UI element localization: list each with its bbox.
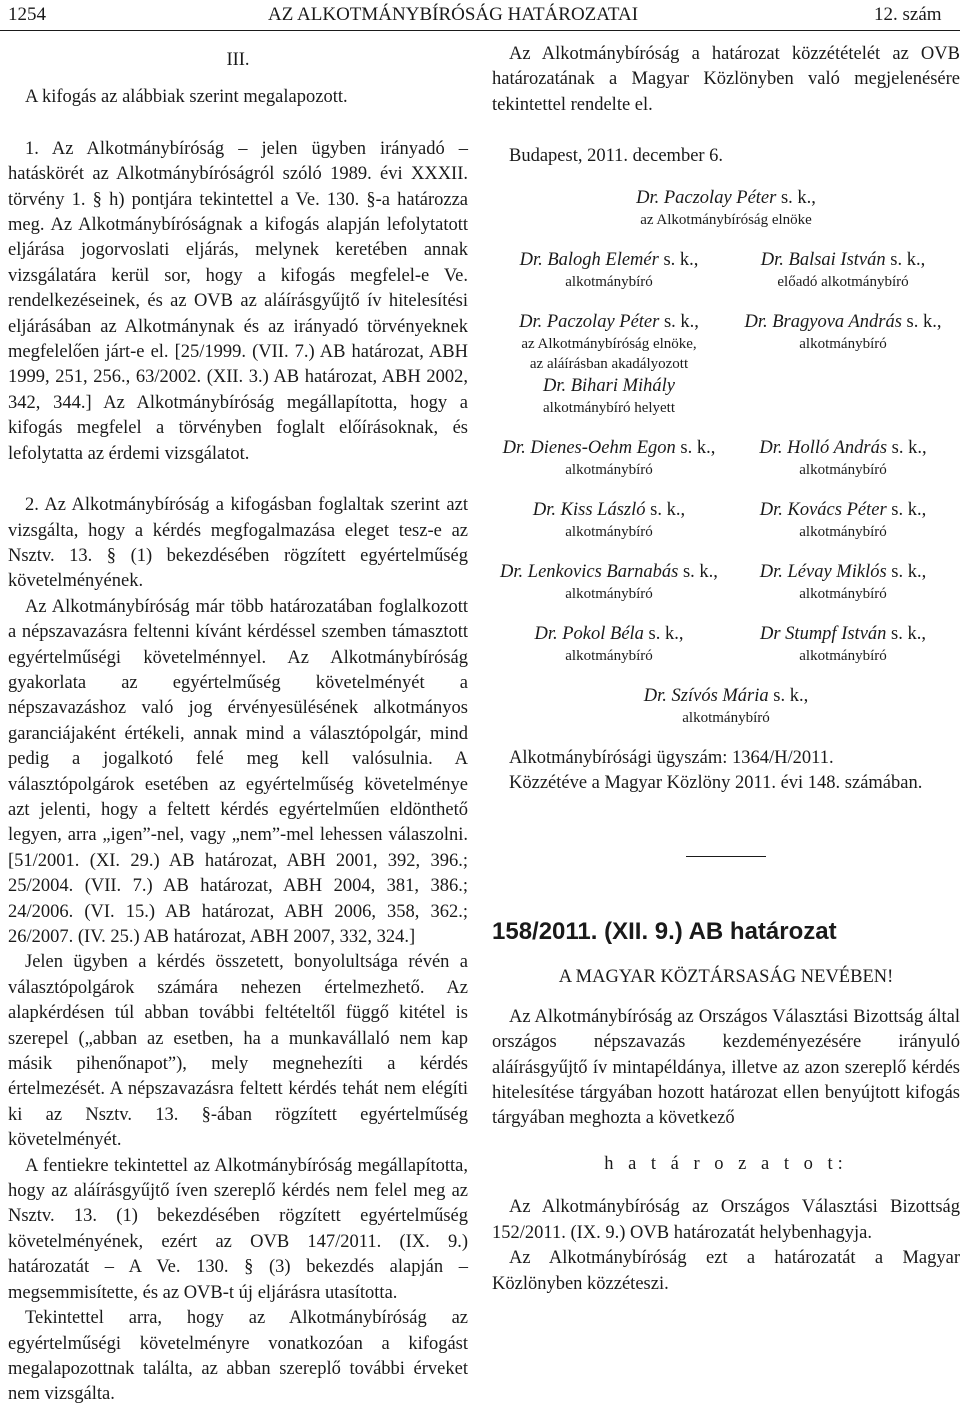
case-number: Alkotmánybírósági ügyszám: 1364/H/2011. [509, 747, 834, 768]
page-number: 1254 [8, 4, 46, 25]
ruling-paragraph: Az Alkotmánybíróság az Országos Választási Bizottság 152/2011. (IX. 9.) OVB határozatát helybenhagyja. [492, 1197, 960, 1243]
signatory-role: alkotmánybíró [799, 461, 887, 478]
last-signature: Dr. Szívós Mária s. k., alkotmánybíró [492, 684, 960, 728]
issue-number: 12. szám [874, 4, 942, 25]
signatory-name: Dr Stumpf István [760, 623, 887, 644]
signature-row: Dr. Pokol Béla s. k., alkotmánybíró Dr Stumpf István s. k., alkotmánybíró [492, 622, 960, 666]
signatory-role: alkotmánybíró [799, 523, 887, 540]
signature-row: Dr. Balogh Elemér s. k., alkotmánybíró Dr. Balsai István s. k., előadó alkotmánybíró [492, 248, 960, 292]
signatory-role: alkotmánybíró [799, 585, 887, 602]
signatory-name: Dr. Kovács Péter [759, 499, 887, 520]
signatory-role: az Alkotmánybíróság elnöke, [521, 335, 697, 352]
ruling-paragraph: Az Alkotmánybíróság ezt a határozatát a Magyar Közlönyben közzéteszi. [492, 1248, 960, 1294]
signatory-role-note: az aláírásban akadályozott [529, 355, 689, 372]
left-column [8, 42, 468, 1408]
decision-intro: Az Alkotmánybíróság az Országos Választási Bizottság által országos népszavazás kezdeményezésére irányuló aláírásgyűjtő ív mintapéldánya, illetve az azon szereplő kérdés hitelesítése tárgyában hozott határozat ellen benyújtott kifogás tárgyában meghozta a következő [492, 1006, 960, 1129]
signatory-role: alkotmánybíró helyett [542, 399, 676, 416]
signatory-name: Dr. Szívós Mária [643, 685, 769, 706]
signature-row: Dr. Kiss László s. k., alkotmánybíró Dr. Kovács Péter s. k., alkotmánybíró [492, 498, 960, 542]
signatory-name: Dr. Dienes-Oehm Egon [502, 437, 676, 458]
signatory-role: alkotmánybíró [565, 585, 653, 602]
paragraph-conclusion: A fentiekre tekintettel az Alkotmánybíróság megállapította, hogy az aláírásgyűjtő íven szereplő kérdés nem felel meg az Nsztv. 13. (1) bekezdésében rögzített egyértelműség követelményének, ezért az OVB 147/2011. (IX. 9.) határozatát – A Ve. 130. § (3) bekezdés alapján – megsemmisítette, és az OVB-t új eljárásra utasította. [8, 1155, 468, 1303]
signatory-role: az Alkotmánybíróság elnöke [640, 211, 812, 228]
signatory-name: Dr. Paczolay Péter [519, 311, 660, 332]
signatory-role: alkotmánybíró [565, 461, 653, 478]
journal-title: AZ ALKOTMÁNYBÍRÓSÁG HATÁROZATAI [268, 4, 639, 25]
paragraph-jurisdiction: 1. Az Alkotmánybíróság – jelen ügyben irányadó – hatáskörét az Alkotmánybíróságról szóló 1989. évi XXXII. törvény 1. § h) pontjára tekintettel a Ve. 130. §-a határozza meg. Az Alkotmánybíróságnak a kifogás alapján lefolytatott eljárása jogorvoslati eljárás, melynek keretében annak vizsgálatára kerül sor, hogy a kifogás megfelel-e Ve. rendelkezéseinek, és az OVB az aláírásgyűjtő ív hitelesítési eljárásában az Alkotmánynak és az irányadó törvényeknek megfelelően járt-e el. [25/1999. (VII. 7.) AB határozat, ABH 1999, 251, 256., 63/2002. (XII. 3.) AB határozat, ABH 2002, 342, 344.] Az Alkotmánybíróság megállapította, hogy a kifogás megfelel a törvényben foglalt előírásoknak, és lefolytatta az érdemi vizsgálatot. [8, 138, 468, 464]
intro-paragraph: A kifogás az alábbiak szerint megalapozott. [25, 87, 348, 108]
signatory-name: Dr. Holló András [759, 437, 888, 458]
signatory-name: Dr. Lévay Miklós [759, 561, 887, 582]
right-column [492, 42, 960, 1297]
signatory-name: Dr. Balogh Elemér [519, 249, 659, 270]
publication-order: Az Alkotmánybíróság a határozat közzétételét az OVB határozatának a Magyar Közlönyben való megjelenésére tekintettel rendelte el. [492, 44, 960, 115]
section-divider [686, 856, 766, 857]
signature-row: Dr. Paczolay Péter s. k., az Alkotmánybíróság elnöke, az aláírásban akadályozott Dr. Bihari Mihály alkotmánybíró helyett Dr. Bragyova András s. k., alkotmánybíró [492, 310, 960, 418]
hatarozatot-heading: h a t á r o z a t o t: [604, 1153, 848, 1174]
decision-title: 158/2011. (XII. 9.) AB határozat [492, 918, 837, 946]
place-date: Budapest, 2011. december 6. [509, 146, 724, 167]
paragraph-question: 2. Az Alkotmánybíróság a kifogásban foglaltak szerint azt vizsgálta, hogy a kérdés megfogalmazása eleget tesz-e az Nsztv. 13. § (1) bekezdésében rögzített egyértelműség követelményének. [8, 495, 468, 592]
signatory-role: alkotmánybíró [799, 335, 887, 352]
case-info [492, 746, 960, 797]
page-header [0, 0, 960, 31]
signature-row: Dr. Dienes-Oehm Egon s. k., alkotmánybíró Dr. Holló András s. k., alkotmánybíró [492, 436, 960, 480]
publication-note: Közzétéve a Magyar Közlöny 2011. évi 148. számában. [509, 773, 923, 794]
paragraph-complexity: Jelen ügyben a kérdés összetett, bonyolultsága révén a választópolgárok számára nehezen értelmezhető. Az alapkérdésen túl abban további feltételtől függő kitétel is szerepel („abban az esetben, ha a munkavállaló nem kap másik pihenőnapot”), mely megnehezíti a kérdés értelmezését. A népszavazásra feltett kérdés tehát nem elégíti ki az Nsztv. 13. §-ában rögzített egyértelműség követelményét. [8, 952, 468, 1151]
signatory-name: Dr. Balsai István [760, 249, 886, 270]
signatory-name: Dr. Paczolay Péter [636, 187, 777, 208]
signatory-role: alkotmánybíró [565, 647, 653, 664]
president-signature: Dr. Paczolay Péter s. k., az Alkotmánybíróság elnöke [492, 186, 960, 230]
signatory-role: alkotmánybíró [565, 273, 653, 290]
signatory-name: Dr. Kiss László [532, 499, 646, 520]
signatory-role: alkotmánybíró [682, 709, 770, 726]
signatory-name: Dr. Bihari Mihály [542, 375, 676, 396]
paragraph-precedent: Az Alkotmánybíróság már több határozatában foglalkozott a népszavazásra feltenni kívánt kérdéssel szemben támasztott egyértelműségi követelménnyel. Az Alkotmánybíróság gyakorlata az egyértelműség követelményét a népszavazáshoz való jog érvényesülésének alkotmányos garanciájaként értékeli, annak mind a választópolgár, mind pedig a jogalkotó felé meg kell valósulnia. A választópolgárok esetében az egyértelműség követelménye azt jelenti, hogy a feltett kérdés egyértelműen eldönthető legyen, arra „igen”-nel, vagy „nem”-mel lehessen válaszolni. [51/2001. (XI. 29.) AB határozat, ABH 2001, 392, 396.; 25/2004. (VII. 7.) AB határozat, ABH 2004, 381, 386.; 24/2006. (VI. 15.) AB határozat, ABH 2006, 358, 362.; 26/2007. (IV. 25.) AB határozat, ABH 2007, 332, 324.] [8, 596, 468, 947]
signatory-role: alkotmánybíró [799, 647, 887, 664]
signatory-name: Dr. Lenkovics Barnabás [500, 561, 679, 582]
signatory-name: Dr. Pokol Béla [534, 623, 644, 644]
nation-heading: A MAGYAR KÖZTÁRSASÁG NEVÉBEN! [558, 967, 894, 988]
section-heading: III. [226, 50, 250, 70]
signatory-role: előadó alkotmánybíró [777, 273, 909, 290]
signatory-role: alkotmánybíró [565, 523, 653, 540]
paragraph-closing: Tekintettel arra, hogy az Alkotmánybíróság az egyértelműségi követelményre vonatkozóan a kifogást megalapozottnak találta, az abban szereplő további érveket nem vizsgálta. [8, 1308, 468, 1405]
signature-row: Dr. Lenkovics Barnabás s. k., alkotmánybíró Dr. Lévay Miklós s. k., alkotmánybíró [492, 560, 960, 604]
signatory-name: Dr. Bragyova András [744, 311, 902, 332]
